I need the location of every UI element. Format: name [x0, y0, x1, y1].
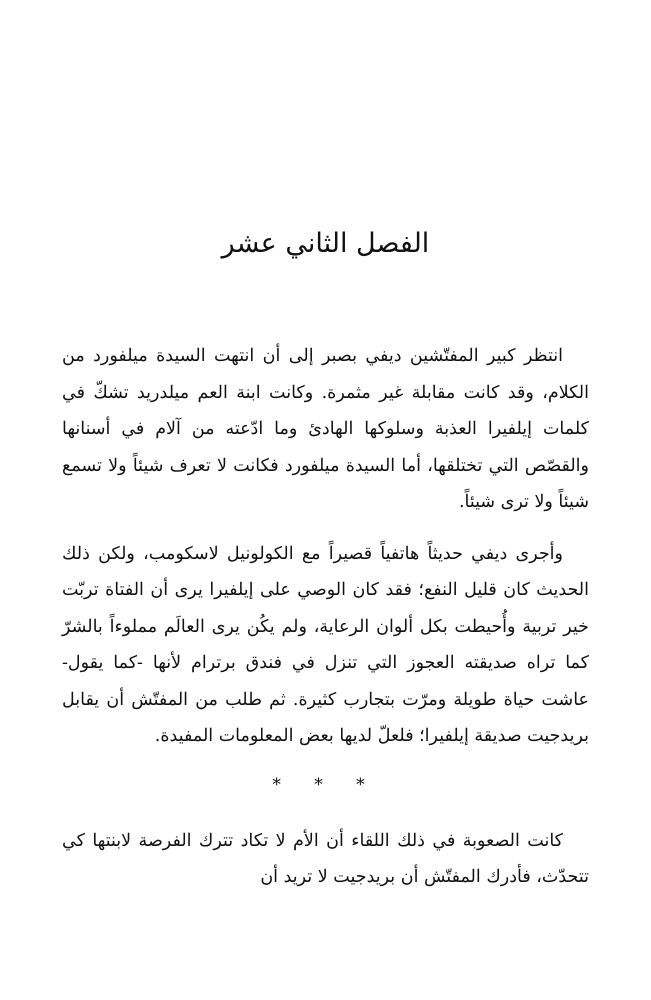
book-page — [62, 0, 589, 1000]
paragraph-gap — [62, 521, 589, 536]
paragraph-2: وأجرى ديفي حديثاً هاتفياً قصيراً مع الكولونيل لاسكومب، ولكن ذلك الحديث كان قليل النفع؛ فقد كان الوصي على إيلفيرا يرى أن الفتاة تربّت خير تربية وأُحيطت بكل ألوان الرعاية، ولم يكُن يرى العالَم مملوءاً بالشرّ كما تراه صديقته العجوز التي تنزل في فندق برترام لأنها -كما يقول- عاشت حياة طويلة ومرّت بتجارب كثيرة. ثم طلب من المفتّش أن يقابل بريدجيت صديقة إيلفيرا؛ فلعلّ لديها بعض المعلومات المفيدة. — [62, 543, 589, 746]
chapter-title: الفصل الثاني عشر — [221, 228, 430, 259]
paragraph-1: انتظر كبير المفتّشين ديفي بصبر إلى أن انتهت السيدة ميلفورد من الكلام، وقد كانت مقابلة غير مثمرة. وكانت ابنة العم ميلدريد تشكّ في كلمات إيلفيرا العذبة وسلوكها الهادئ وما ادّعته من آلام في أسنانها والقصّص التي تختلقها، أما السيدة ميلفورد فكانت لا تعرف شيئاً ولا تسمع شيئاً ولا ترى شيئاً. — [62, 346, 589, 512]
chapter-body — [62, 338, 589, 896]
section-separator: * * * — [272, 774, 379, 795]
paragraph-3: كانت الصعوبة في ذلك اللقاء أن الأم لا تكاد تترك الفرصة لابنتها كي تتحدّث، فأدرك المفتّش أن بريدجيت لا تريد أن — [62, 830, 589, 887]
